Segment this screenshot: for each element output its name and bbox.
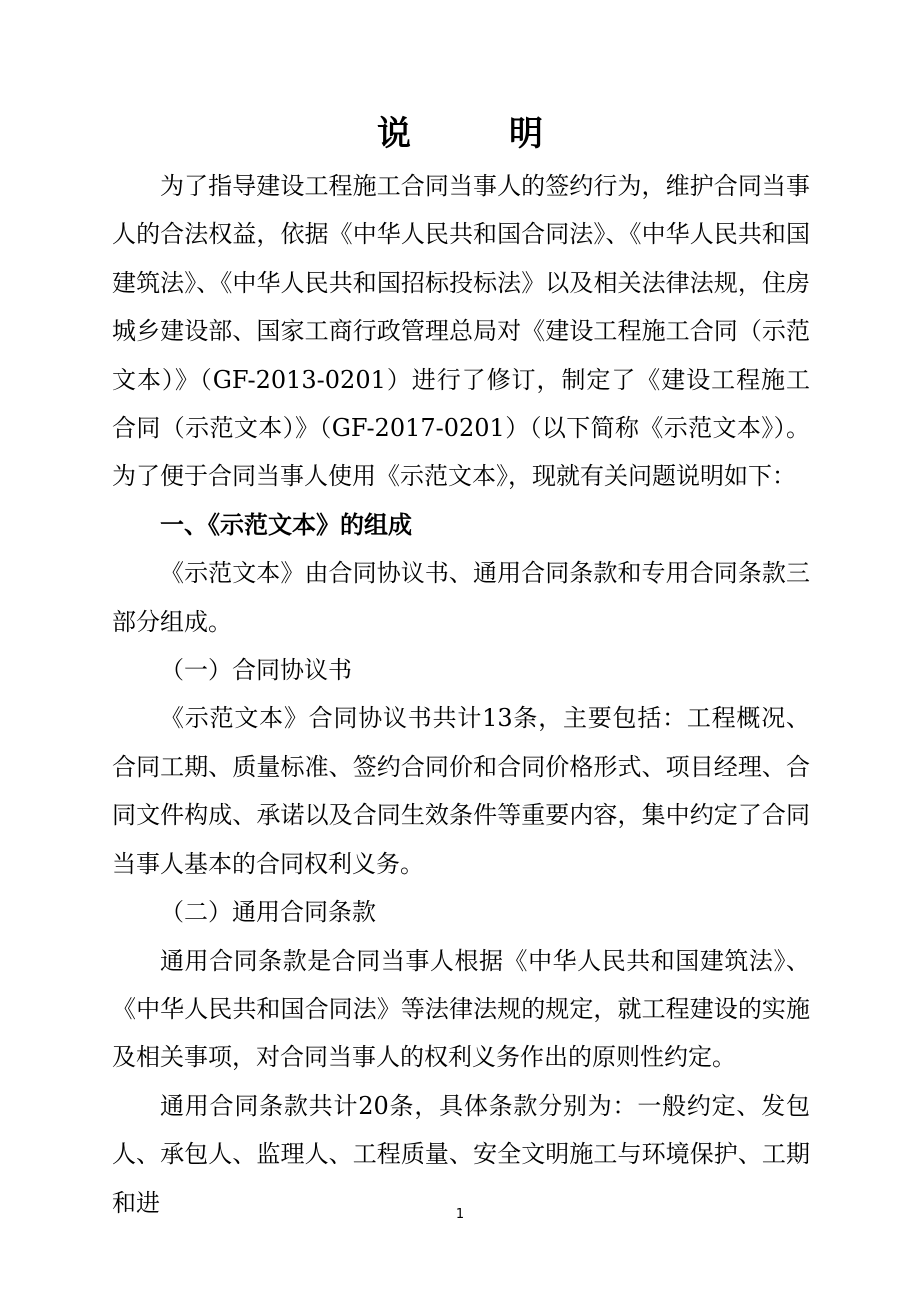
subsection-heading-general-terms: （二）通用合同条款 bbox=[160, 898, 376, 927]
subsection-paragraph-agreement: 《示范文本》合同协议书共计13条，主要包括：工程概况、合同工期、质量标准、签约合同价和合同价格形式、项目经理、合同文件构成、承诺以及合同生效条件等重要内容，集中约定了合同当事人基本的合同权利义务。 bbox=[112, 704, 810, 878]
section-heading-composition: 一、《示范文本》的组成 bbox=[160, 510, 412, 539]
subsection-paragraph-general-terms-2: 通用合同条款共计20条，具体条款分别为：一般约定、发包人、承包人、监理人、工程质量、安全文明施工与环境保护、工期和进 bbox=[112, 1091, 810, 1217]
subsection-paragraph-general-terms-1: 通用合同条款是合同当事人根据《中华人民共和国建筑法》、《中华人民共和国合同法》等法律法规的规定，就工程建设的实施及相关事项，对合同当事人的权利义务作出的原则性约定。 bbox=[112, 946, 810, 1072]
section-paragraph-composition: 《示范文本》由合同协议书、通用合同条款和专用合同条款三部分组成。 bbox=[112, 559, 810, 636]
page-title: 说 明 bbox=[377, 114, 575, 154]
intro-paragraph: 为了指导建设工程施工合同当事人的签约行为，维护合同当事人的合法权益，依据《中华人民共和国合同法》、《中华人民共和国建筑法》、《中华人民共和国招标投标法》以及相关法律法规，住房城乡建设部、国家工商行政管理总局对《建设工程施工合同（示范文本）》（GF-2013-0201）进行了修订，制定了《建设工程施工合同（示范文本）》（GF-2017-0201）（以下简称《示范文本》）。为了便于合同当事人使用《示范文本》，现就有关问题说明如下： bbox=[112, 172, 810, 491]
document-body bbox=[112, 162, 810, 1227]
page-number: 1 bbox=[455, 1207, 465, 1222]
subsection-heading-agreement: （一）合同协议书 bbox=[160, 656, 352, 685]
